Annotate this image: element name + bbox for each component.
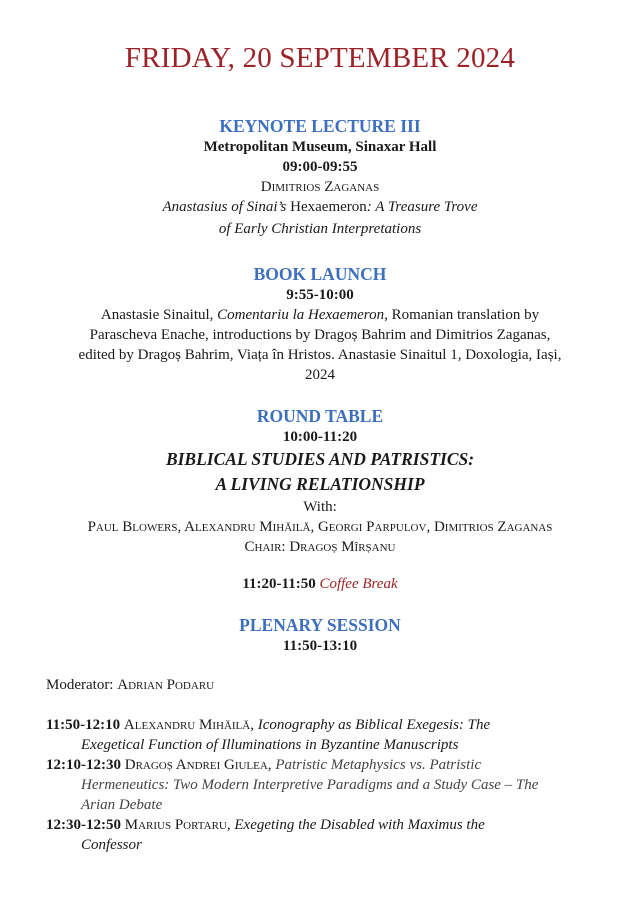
- keynote-section: [20, 116, 620, 239]
- talk-title-cont: Arian Debate: [81, 797, 163, 813]
- day-title: FRIDAY, 20 SEPTEMBER 2024: [124, 42, 516, 74]
- plenary-section: [20, 615, 620, 656]
- round-table-section: [20, 406, 620, 557]
- talk-item: [46, 815, 606, 855]
- keynote-venue: Metropolitan Museum, Sinaxar Hall: [203, 139, 437, 155]
- talk-speaker: Alexandru Mihăilă,: [123, 717, 254, 733]
- book-line4: 2024: [305, 367, 335, 383]
- keynote-lecture-line2: of Early Christian Interpretations: [218, 221, 422, 237]
- round-table-topic-line2: A LIVING RELATIONSHIP: [215, 474, 425, 494]
- keynote-time: 09:00-09:55: [282, 159, 358, 175]
- keynote-title: KEYNOTE LECTURE III: [219, 116, 421, 136]
- moderator: Moderator: Adrian Podaru: [46, 677, 215, 693]
- round-table-title: ROUND TABLE: [256, 406, 384, 426]
- talk-time: 12:30-12:50: [46, 817, 121, 833]
- talk-title: Exegeting the Disabled with Maximus the: [234, 817, 485, 833]
- talk-title-cont: Exegetical Function of Illuminations in Byzantine Manuscripts: [81, 737, 459, 753]
- round-table-time: 10:00-11:20: [282, 429, 358, 445]
- book-launch-time: 9:55-10:00: [286, 287, 354, 303]
- book-line2: Parascheva Enache, introductions by Dragoș Bahrim and Dimitrios Zaganas,: [89, 327, 551, 343]
- talk-title: Patristic Metaphysics vs. Patristic: [275, 757, 482, 773]
- talk-title-cont: Hermeneutics: Two Modern Interpretive Paradigms and a Study Case – The: [81, 777, 539, 793]
- coffee-break: [20, 574, 620, 594]
- plenary-title: PLENARY SESSION: [239, 615, 401, 635]
- talk-time: 11:50-12:10: [46, 717, 121, 733]
- plenary-time: 11:50-13:10: [282, 638, 358, 654]
- talk-time: 12:10-12:30: [46, 757, 121, 773]
- round-table-chair: Chair: Dragoș Mîrșanu: [244, 539, 396, 555]
- talk-speaker: Dragoș Andrei Giulea,: [124, 757, 272, 773]
- book-launch-section: [20, 264, 620, 385]
- round-table-panel: Paul Blowers, Alexandru Mihăilă, Georgi Parpulov, Dimitrios Zaganas: [87, 519, 553, 535]
- book-line3: edited by Dragoș Bahrim, Viața în Hristos. Anastasie Sinaitul 1, Doxologia, Iași,: [78, 347, 562, 363]
- talk-item: [46, 755, 606, 815]
- book-line1: Anastasie Sinaitul, Comentariu la Hexaemeron, Romanian translation by: [100, 307, 540, 323]
- talk-item: [46, 715, 606, 755]
- talk-speaker: Marius Portaru,: [124, 817, 231, 833]
- talk-title: Iconography as Biblical Exegesis: The: [257, 717, 491, 733]
- round-table-topic-line1: BIBLICAL STUDIES AND PATRISTICS:: [165, 449, 475, 469]
- round-table-with: With:: [303, 499, 337, 515]
- coffee-time: 11:20-11:50: [242, 576, 316, 592]
- talk-title-cont: Confessor: [81, 837, 142, 853]
- book-launch-title: BOOK LAUNCH: [253, 264, 387, 284]
- keynote-speaker: Dimitrios Zaganas: [260, 179, 380, 195]
- keynote-lecture-line1: Anastasius of Sinai’s Hexaemeron: A Treasure Trove: [162, 199, 478, 215]
- coffee-label: Coffee Break: [319, 576, 398, 592]
